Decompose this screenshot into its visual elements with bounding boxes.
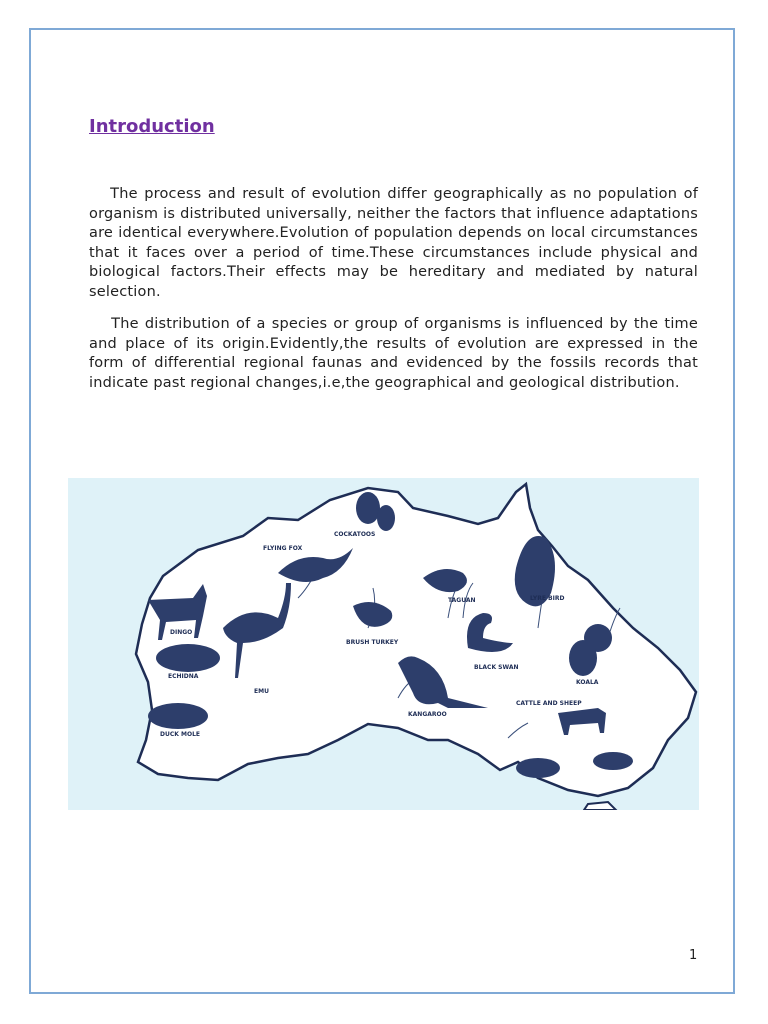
label-flying-fox: FLYING FOX	[263, 545, 303, 552]
australia-map-illustration	[68, 478, 699, 810]
paragraph-2-text: The distribution of a species or group of organisms is influenced by the time and place of its origin.Evidently,the results of evolution are expressed in the form of differential regional faunas and evidenced by the fossils records that indicate past regional changes,i.e,the geographical and geological distribution.	[89, 316, 698, 391]
label-black-swan: BLACK SWAN	[474, 664, 519, 671]
sheep-figure	[516, 758, 560, 778]
label-duck-mole: DUCK MOLE	[160, 731, 200, 738]
duck-mole-figure	[148, 703, 208, 729]
label-emu: EMU	[254, 688, 269, 695]
label-brush-turkey: BRUSH TURKEY	[346, 639, 399, 646]
label-cockatoos: COCKATOOS	[334, 531, 376, 538]
label-cattle-and-sheep: CATTLE AND SHEEP	[516, 700, 582, 707]
label-koala: KOALA	[576, 679, 599, 686]
label-taguan: TAGUAN	[448, 597, 476, 604]
paragraph-2	[89, 315, 698, 393]
label-echidna: ECHIDNA	[168, 673, 199, 680]
label-dingo: DINGO	[170, 629, 193, 636]
australia-outline	[136, 484, 696, 796]
cockatoo-figure	[356, 492, 380, 524]
tasmania-outline	[584, 802, 616, 810]
paragraph-1-text: The process and result of evolution differ geographically as no population of organism is distributed universally, neither the factors that influence adaptations are identical everywhere.Evolution of population depends on local circumstances that it faces over a period of time.These circumstances include physical and biological factors.Their effects may be hereditary and mediated by natural selection.	[89, 186, 698, 300]
page-number: 1	[689, 948, 698, 963]
section-heading: Introduction	[89, 116, 215, 137]
label-lyre-bird: LYRE BIRD	[530, 595, 565, 602]
paragraph-1	[89, 185, 698, 302]
label-kangaroo: KANGAROO	[408, 711, 447, 718]
australia-fauna-map	[68, 478, 699, 810]
echidna-figure	[156, 644, 220, 672]
